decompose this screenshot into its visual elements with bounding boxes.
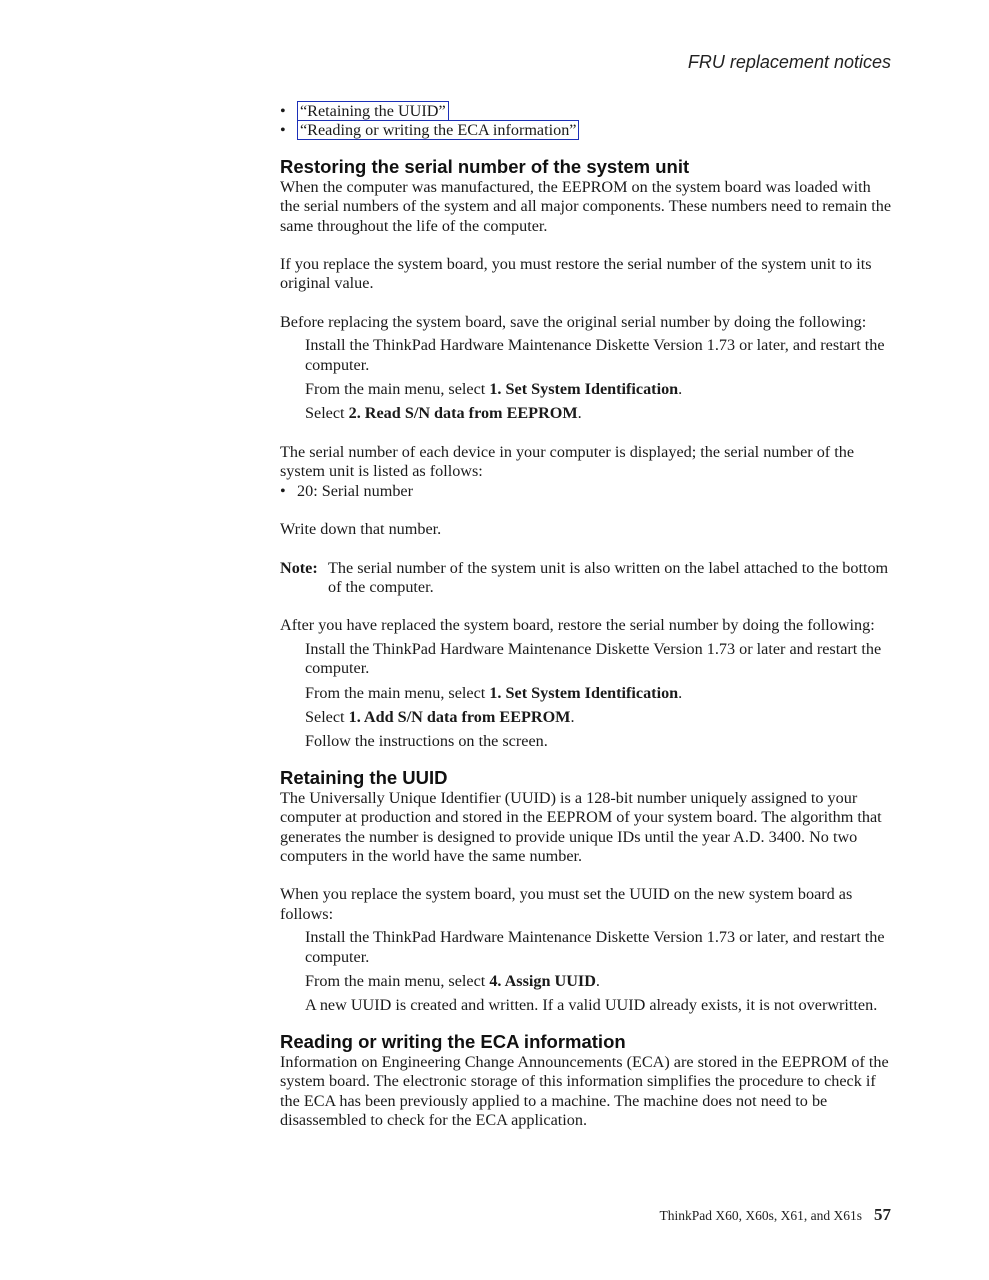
step-item xyxy=(305,732,892,751)
step-text: Select xyxy=(305,707,349,726)
footer-title: ThinkPad X60, X60s, X61, and X61s xyxy=(659,1208,862,1223)
step-text: Install the ThinkPad Hardware Maintenance Diskette Version 1.73 or later, and restart the computer. xyxy=(305,928,885,966)
step-item xyxy=(305,380,892,399)
note-text: The serial number of the system unit is also written on the label attached to the bottom of the computer. xyxy=(328,558,889,596)
heading-restoring-serial: Restoring the serial number of the system unit xyxy=(280,155,690,177)
step-list xyxy=(280,928,892,1016)
paragraph: Information on Engineering Change Announcements (ECA) are stored in the EEPROM of the system board. The electronic storage of this information simplifies the procedure to check if the ECA has been previously applied to a machine. The machine does not need to be disassembled to check for the ECA application. xyxy=(280,1052,889,1130)
paragraph: Before replacing the system board, save the original serial number by doing the following: xyxy=(280,312,867,331)
note xyxy=(280,559,892,598)
page-content xyxy=(280,102,892,1130)
page-footer xyxy=(660,1205,892,1225)
menu-option: 1. Add S/N data from EEPROM xyxy=(348,707,571,726)
step-item xyxy=(305,684,892,703)
list-item xyxy=(280,102,892,121)
paragraph: When you replace the system board, you must set the UUID on the new system board as follows: xyxy=(280,885,853,923)
heading-retaining-uuid: Retaining the UUID xyxy=(280,766,448,788)
step-item xyxy=(305,996,892,1015)
heading-reading-eca: Reading or writing the ECA information xyxy=(280,1030,626,1052)
step-text: A new UUID is created and written. If a valid UUID already exists, it is not overwritten. xyxy=(305,996,878,1015)
link-retaining-uuid[interactable]: “Retaining the UUID” xyxy=(297,101,449,121)
step-text: Install the ThinkPad Hardware Maintenance Diskette Version 1.73 or later and restart the computer. xyxy=(305,639,882,678)
step-item xyxy=(305,640,892,679)
bullet-list xyxy=(280,482,892,501)
paragraph: When the computer was manufactured, the EEPROM on the system board was loaded with the serial numbers of the system and all major components. These numbers need to remain the same throughout the life of the computer. xyxy=(280,177,892,235)
period: . xyxy=(678,380,683,399)
period: . xyxy=(595,972,600,990)
page-number: 57 xyxy=(874,1205,891,1224)
paragraph: If you replace the system board, you must restore the serial number of the system unit to its original value. xyxy=(280,255,872,293)
menu-option: 4. Assign UUID xyxy=(489,972,596,990)
step-text: Install the ThinkPad Hardware Maintenance Diskette Version 1.73 or later, and restart the computer. xyxy=(305,336,885,374)
paragraph: The Universally Unique Identifier (UUID) is a 128-bit number uniquely assigned to your computer at production and stored in the EEPROM of your system board. The algorithm that generates the number is designed to provide unique IDs until the year A.D. 3400. No two computers in the world have the same number. xyxy=(280,788,882,865)
step-text: From the main menu, select xyxy=(305,683,490,702)
paragraph: The serial number of each device in your computer is displayed; the serial number of the system unit is listed as follows: xyxy=(280,442,855,481)
period: . xyxy=(577,404,582,423)
list-item: • 20: Serial number xyxy=(280,482,892,501)
link-reading-eca[interactable]: “Reading or writing the ECA information” xyxy=(297,120,579,140)
step-list xyxy=(280,640,892,752)
menu-option: 1. Set System Identification xyxy=(489,380,679,399)
link-list xyxy=(280,102,892,141)
list-item xyxy=(280,121,892,140)
step-text: From the main menu, select xyxy=(305,972,490,990)
step-item xyxy=(305,972,892,991)
step-text: Select xyxy=(305,404,349,423)
step-item xyxy=(305,928,892,967)
step-item xyxy=(305,336,892,375)
paragraph: After you have replaced the system board, restore the serial number by doing the following: xyxy=(280,616,875,635)
step-item xyxy=(305,404,892,423)
period: . xyxy=(678,683,683,702)
step-item xyxy=(305,708,892,727)
menu-option: 2. Read S/N data from EEPROM xyxy=(348,404,578,423)
running-head: FRU replacement notices xyxy=(687,52,891,72)
step-text: Follow the instructions on the screen. xyxy=(305,732,548,751)
step-text: From the main menu, select xyxy=(305,380,490,399)
menu-option: 1. Set System Identification xyxy=(489,683,679,702)
step-list xyxy=(280,336,892,424)
note-label: Note: xyxy=(280,558,318,577)
paragraph: Write down that number. xyxy=(280,520,442,539)
period: . xyxy=(570,707,575,726)
